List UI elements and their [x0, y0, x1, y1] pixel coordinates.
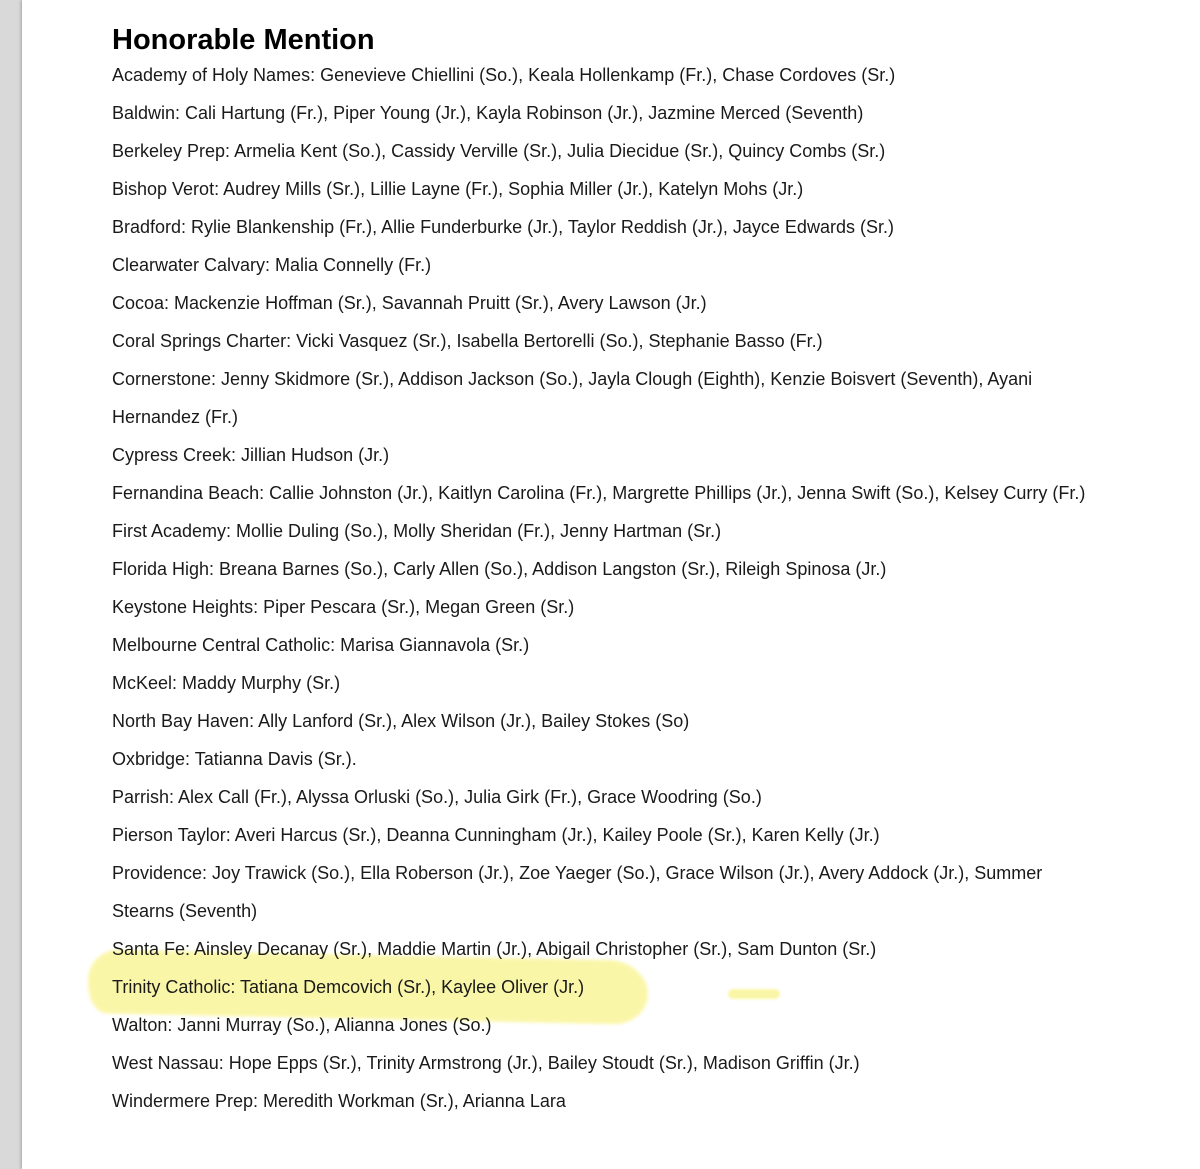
- list-line: Berkeley Prep: Armelia Kent (So.), Cassidy Verville (Sr.), Julia Diecidue (Sr.), Quincy Combs (Sr.): [112, 141, 886, 161]
- list-line: Stearns (Seventh): [112, 901, 258, 921]
- list-line: Cornerstone: Jenny Skidmore (Sr.), Addison Jackson (So.), Jayla Clough (Eighth), Kenzie Boisvert (Seventh), Ayani: [112, 369, 1033, 389]
- list-line: Hernandez (Fr.): [112, 407, 239, 427]
- highlighted-line: Trinity Catholic: Tatiana Demcovich (Sr.), Kaylee Oliver (Jr.): [112, 977, 585, 997]
- list-line: North Bay Haven: Ally Lanford (Sr.), Alex Wilson (Jr.), Bailey Stokes (So): [112, 711, 690, 731]
- list-line: Bradford: Rylie Blankenship (Fr.), Allie Funderburke (Jr.), Taylor Reddish (Jr.), Jayce Edwards (Sr.): [112, 217, 894, 237]
- section-heading: Honorable Mention: [112, 24, 375, 56]
- list-line: Coral Springs Charter: Vicki Vasquez (Sr.), Isabella Bertorelli (So.), Stephanie Basso (Fr.): [112, 331, 823, 351]
- list-line: Fernandina Beach: Callie Johnston (Jr.), Kaitlyn Carolina (Fr.), Margrette Phillips (Jr.), Jenna Swift (So.), Kelsey Curry (Fr.): [112, 483, 1086, 503]
- list-line: Academy of Holy Names: Genevieve Chiellini (So.), Keala Hollenkamp (Fr.), Chase Cordoves (Sr.): [112, 65, 896, 85]
- list-line: Santa Fe: Ainsley Decanay (Sr.), Maddie Martin (Jr.), Abigail Christopher (Sr.), Sam Dunton (Sr.): [112, 939, 877, 959]
- list-line: Pierson Taylor: Averi Harcus (Sr.), Deanna Cunningham (Jr.), Kailey Poole (Sr.), Karen Kelly (Jr.): [112, 825, 880, 845]
- list-line: Bishop Verot: Audrey Mills (Sr.), Lillie Layne (Fr.), Sophia Miller (Jr.), Katelyn Mohs (Jr.): [112, 179, 804, 199]
- list-line: First Academy: Mollie Duling (So.), Molly Sheridan (Fr.), Jenny Hartman (Sr.): [112, 521, 722, 541]
- honorable-mention-list: [112, 64, 1085, 1128]
- document-page: [22, 0, 1200, 1169]
- list-line: Clearwater Calvary: Malia Connelly (Fr.): [112, 255, 432, 275]
- list-line: Florida High: Breana Barnes (So.), Carly Allen (So.), Addison Langston (Sr.), Rileigh Spinosa (Jr.): [112, 559, 887, 579]
- list-line: Baldwin: Cali Hartung (Fr.), Piper Young (Jr.), Kayla Robinson (Jr.), Jazmine Merced (Seventh): [112, 103, 864, 123]
- list-line: McKeel: Maddy Murphy (Sr.): [112, 673, 341, 693]
- list-line: Providence: Joy Trawick (So.), Ella Roberson (Jr.), Zoe Yaeger (So.), Grace Wilson (Jr.), Avery Addock (Jr.), Summer: [112, 863, 1043, 883]
- list-line: Keystone Heights: Piper Pescara (Sr.), Megan Green (Sr.): [112, 597, 575, 617]
- list-line: Walton: Janni Murray (So.), Alianna Jones (So.): [112, 1015, 492, 1035]
- list-line: Cocoa: Mackenzie Hoffman (Sr.), Savannah Pruitt (Sr.), Avery Lawson (Jr.): [112, 293, 707, 313]
- list-line: Windermere Prep: Meredith Workman (Sr.), Arianna Lara: [112, 1091, 566, 1111]
- list-line: Cypress Creek: Jillian Hudson (Jr.): [112, 445, 390, 465]
- list-line: Parrish: Alex Call (Fr.), Alyssa Orluski (So.), Julia Girk (Fr.), Grace Woodring (So.): [112, 787, 762, 807]
- list-line: Melbourne Central Catholic: Marisa Giannavola (Sr.): [112, 635, 530, 655]
- list-line: West Nassau: Hope Epps (Sr.), Trinity Armstrong (Jr.), Bailey Stoudt (Sr.), Madison Griffin (Jr.): [112, 1053, 860, 1073]
- list-line: Oxbridge: Tatianna Davis (Sr.).: [112, 749, 357, 769]
